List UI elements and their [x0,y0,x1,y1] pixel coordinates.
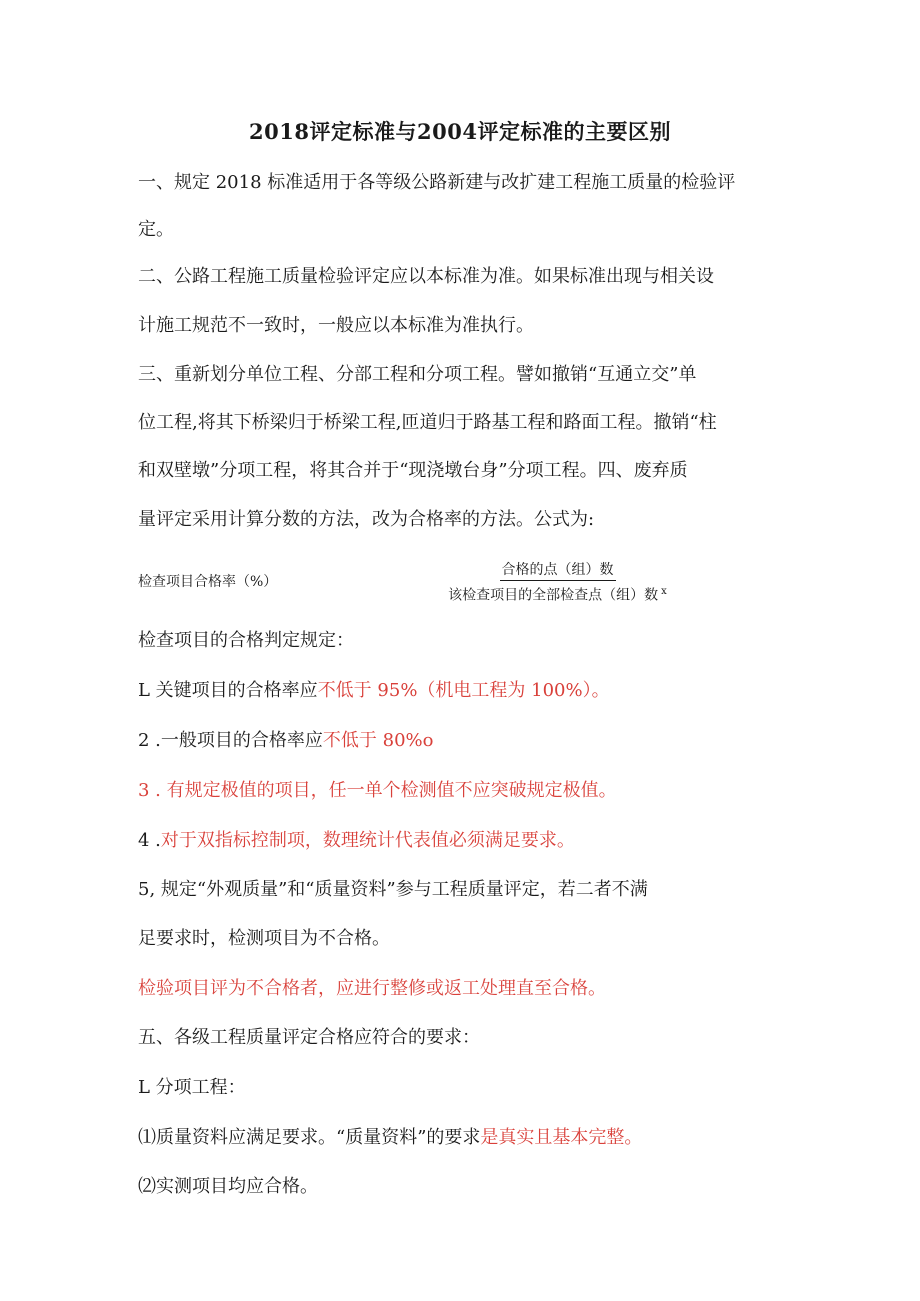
rework-note: 检验项目评为不合格者，应进行整修或返工处理直至合格。 [138,978,606,999]
paragraph-3-line-3: 和双壁墩”分项工程，将其合并于“现浇墩台身”分项工程。四、废弃质 [138,460,688,481]
formula-denominator-row [420,582,695,606]
rule-2-highlight: 不低于 80%o [322,730,434,751]
rule-4-prefix: 4 . [138,830,161,851]
rule-1-prefix: L 关键项目的合格率应 [138,680,318,701]
rule-4 [138,828,798,854]
rule-3: 3 . 有规定极值的项目，任一单个检测值不应突破规定极值。 [138,780,617,801]
formula-numerator: 合格的点（组）数 [500,561,616,581]
paragraph-3-line-2: 位工程,将其下桥梁归于桥梁工程,匝道归于路基工程和路面工程。撤销“柱 [138,412,717,433]
paragraph-1-line-2: 定。 [138,219,174,240]
formula-denominator: 该检查项目的全部检查点（组）数 [448,587,659,604]
paragraph-3-line-1: 三、重新划分单位工程、分部工程和分项工程。譬如撤销“互通立交”单 [138,364,697,385]
rule-5-line-1: 5, 规定“外观质量”和“质量资料”参与工程质量评定，若二者不满 [138,879,648,900]
rule-4-highlight: 对于双指标控制项，数理统计代表值必须满足要求。 [160,830,575,851]
rule-5-line-2: 足要求时，检测项目为不合格。 [138,928,390,949]
item-1-highlight: 是真实且基本完整。 [480,1127,643,1148]
paragraph-3-line-4: 量评定采用计算分数的方法，改为合格率的方法。公式为: [138,509,595,530]
rule-1 [138,678,798,704]
paragraph-2-line-2: 计施工规范不一致时，一般应以本标准为准执行。 [138,315,534,336]
rule-1-highlight: 不低于 95%（机电工程为 100%）。 [317,680,610,701]
formula-fraction [420,561,695,606]
rule-2 [138,728,798,754]
formula-label: 检查项目合格率（%） [138,574,278,590]
judge-heading: 检查项目的合格判定规定： [138,630,354,651]
item-1 [138,1125,798,1151]
section-5-heading: 五、各级工程质量评定合格应符合的要求： [138,1027,480,1048]
rule-2-prefix: 2 .一般项目的合格率应 [138,730,323,751]
document-title: 2018评定标准与2004评定标准的主要区别 [249,119,671,144]
item-1-prefix: ⑴质量资料应满足要求。“质量资料”的要求 [138,1127,481,1148]
item-2: ⑵实测项目均应合格。 [138,1176,318,1197]
paragraph-2-line-1: 二、公路工程施工质量检验评定应以本标准为准。如果标准出现与相关设 [138,266,714,287]
paragraph-1-line-1: 一、规定 2018 标准适用于各等级公路新建与改扩建工程施工质量的检验评 [138,172,736,193]
formula-times-sign: x [661,586,667,597]
sub-heading-item-works: L 分项工程： [138,1077,246,1098]
